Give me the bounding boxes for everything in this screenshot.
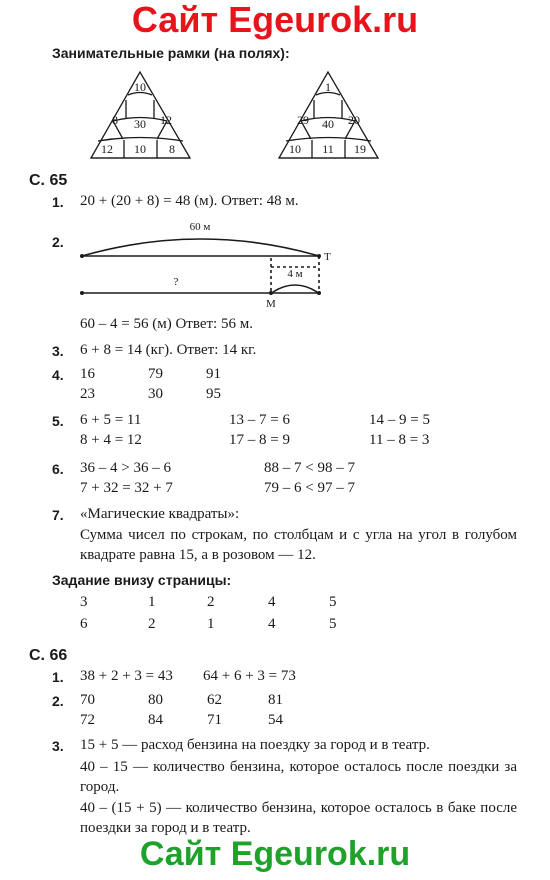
task-66-2-cell: 72 [80,712,95,728]
task-65-6-expression: 88 – 7 < 98 – 7 [264,460,355,476]
task-65-6-expression: 7 + 32 = 32 + 7 [80,480,173,496]
bottom-task-cell: 5 [329,616,337,632]
diagram-point-m: М [266,298,276,310]
task-66-3-line-1: 15 + 5 — расход бензина на поездку за город и в театр. [80,737,430,753]
bottom-task-cell: 4 [268,594,276,610]
task-65-7-title: «Магические квадраты»: [80,506,240,522]
frame-left-bottom-3: 8 [169,142,175,156]
task-65-5-expression: 13 – 7 = 6 [229,412,290,428]
diagram-top-length: 60 м [189,221,211,233]
task-65-5-expression: 14 – 9 = 5 [369,412,430,428]
bottom-task-cell: 1 [148,594,156,610]
task-65-4-cell: 23 [80,386,95,402]
site-title-top: Сайт Egeurok.ru [131,0,419,40]
diagram-point-t: Т [324,251,331,263]
task-65-5-expression: 8 + 4 = 12 [80,432,142,448]
task-65-2-diagram [76,214,346,314]
task-65-1-text: 20 + (20 + 8) = 48 (м). Ответ: 48 м. [80,193,299,209]
frame-right-mid-right: 20 [348,113,360,127]
task-65-5-expression: 17 – 8 = 9 [229,432,290,448]
frame-left-mid-left: 8 [112,113,118,127]
bottom-task-cell: 3 [80,594,88,610]
task-65-4-cell: 91 [206,366,221,382]
task-65-4-cell: 16 [80,366,95,382]
diagram-segment: 4 м [287,268,303,280]
bottom-task-cell: 4 [268,616,276,632]
task-65-5-number: 5. [52,413,64,429]
page-label-65: С. 65 [29,172,68,189]
task-65-1-number: 1. [52,194,64,210]
site-title-bottom: Сайт Egeurok.ru [139,835,411,873]
task-65-4-cell: 79 [148,366,163,382]
task-65-2-answer: 60 – 4 = 56 (м) Ответ: 56 м. [80,316,253,332]
task-65-6-expression: 79 – 6 < 97 – 7 [264,480,355,496]
task-66-3-line-2: 40 – 15 — количество бензина, которое осталось после поездки за город. [80,759,517,795]
diagram-unknown: ? [173,276,179,288]
task-66-2-cell: 54 [268,712,283,728]
task-65-4-cell: 30 [148,386,163,402]
task-66-1-expression: 64 + 6 + 3 = 73 [203,668,296,684]
frame-right-mid-left: 29 [297,113,309,127]
task-65-7-text: Сумма чисел по строкам, по столбцам и с угла на угол в голубом квадрате равна 15, а в розовом — 12. [80,527,517,563]
frame-right-bottom-1: 10 [289,142,301,156]
frame-left-top: 10 [134,80,146,94]
bottom-task-cell: 5 [329,594,337,610]
task-65-4-number: 4. [52,367,64,383]
frame-triangle-left [88,70,193,162]
task-66-1-expression: 38 + 2 + 3 = 43 [80,668,173,684]
frame-right-mid-center: 40 [322,117,334,131]
bottom-task-title: Задание внизу страницы: [52,572,232,588]
task-65-2-number: 2. [52,234,64,250]
task-65-4-cell: 95 [206,386,221,402]
task-66-2-cell: 80 [148,692,163,708]
task-65-3-text: 6 + 8 = 14 (кг). Ответ: 14 кг. [80,342,257,358]
page-label-66: С. 66 [29,647,68,664]
task-66-2-cell: 84 [148,712,163,728]
task-66-2-cell: 62 [207,692,222,708]
task-65-5-expression: 6 + 5 = 11 [80,412,142,428]
task-66-2-cell: 71 [207,712,222,728]
bottom-task-cell: 2 [207,594,215,610]
task-66-3-number: 3. [52,738,64,754]
frame-right-bottom-2: 11 [322,142,334,156]
task-65-7-number: 7. [52,507,64,523]
task-65-5-expression: 11 – 8 = 3 [369,432,430,448]
frames-title: Занимательные рамки (на полях): [52,45,290,61]
task-66-3-line-3: 40 – (15 + 5) — количество бензина, которое осталось в баке после поездки за город и в театр. [80,800,517,836]
task-65-6-expression: 36 – 4 > 36 – 6 [80,460,171,476]
frame-left-mid-right: 12 [160,113,172,127]
task-66-1-number: 1. [52,669,64,685]
bottom-task-cell: 6 [80,616,88,632]
frame-right-bottom-3: 19 [354,142,366,156]
bottom-task-cell: 2 [148,616,156,632]
task-66-2-cell: 70 [80,692,95,708]
frame-left-mid-center: 30 [134,117,146,131]
frame-left-bottom-2: 10 [134,142,146,156]
task-66-2-number: 2. [52,693,64,709]
task-66-2-cell: 81 [268,692,283,708]
task-65-3-number: 3. [52,343,64,359]
frame-right-top: 1 [325,80,331,94]
frame-left-bottom-1: 12 [101,142,113,156]
bottom-task-cell: 1 [207,616,215,632]
frame-triangle-right [276,70,381,162]
task-65-6-number: 6. [52,461,64,477]
